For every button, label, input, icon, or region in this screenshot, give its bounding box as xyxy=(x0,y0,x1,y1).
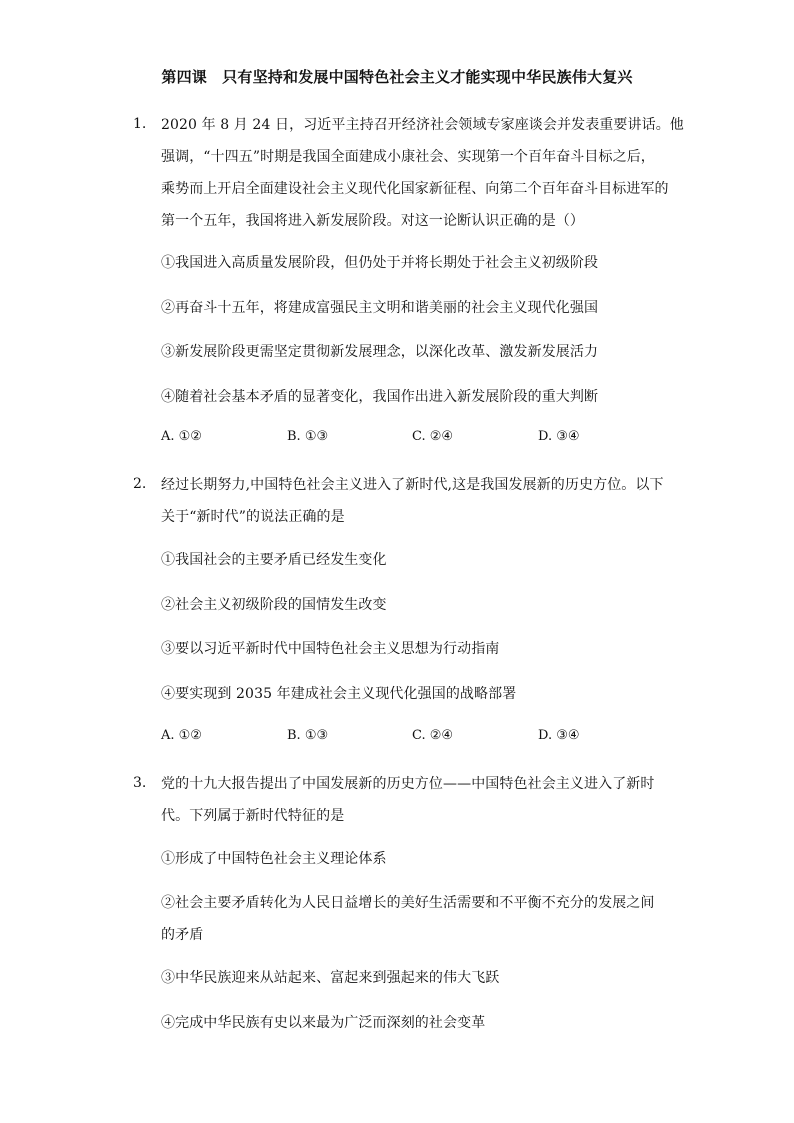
question-2-statement-2: ②社会主义初级阶段的国情发生改变 xyxy=(161,597,387,613)
question-2-stem-line-2: 关于“新时代”的说法正确的是 xyxy=(161,509,345,525)
question-2-statement-3: ③要以习近平新时代中国特色社会主义思想为行动指南 xyxy=(161,641,500,657)
question-2-choice-c[interactable]: C. ②④ xyxy=(412,728,454,743)
question-1-statement-2: ②再奋斗十五年，将建成富强民主文明和谐美丽的社会主义现代化强国 xyxy=(161,300,599,316)
question-2-number: 2. xyxy=(133,476,147,492)
question-2-statement-1: ①我国社会的主要矛盾已经发生变化 xyxy=(161,552,387,568)
question-3-statement-2: ②社会主要矛盾转化为人民日益增长的美好生活需要和不平衡不充分的发展之间 xyxy=(161,895,655,911)
question-3-number: 3. xyxy=(133,775,147,791)
question-2-choice-a[interactable]: A. ①② xyxy=(161,728,202,743)
question-3-statement-1: ①形成了中国特色社会主义理论体系 xyxy=(161,851,387,867)
question-2-statement-4: ④要实现到 2035 年建成社会主义现代化强国的战略部署 xyxy=(161,686,517,702)
question-1-stem-line-2: 强调，“十四五”时期是我国全面建成小康社会、实现第一个百年奋斗目标之后， xyxy=(161,149,655,165)
question-3-statement-3: ③中华民族迎来从站起来、富起来到强起来的伟大飞跃 xyxy=(161,970,500,986)
question-1-choice-c[interactable]: C. ②④ xyxy=(412,429,454,444)
question-2-choice-b[interactable]: B. ①③ xyxy=(287,728,329,743)
question-1-stem-line-4: 第一个五年，我国将进入新发展阶段。对这一论断认识正确的是（） xyxy=(161,213,584,229)
question-1-choice-d[interactable]: D. ③④ xyxy=(538,429,580,444)
question-1-statement-1: ①我国进入高质量发展阶段，但仍处于并将长期处于社会主义初级阶段 xyxy=(161,255,599,271)
question-3-statement-4: ④完成中华民族有史以来最为广泛而深刻的社会变革 xyxy=(161,1015,486,1031)
question-1-stem-line-3: 乘势而上开启全面建设社会主义现代化国家新征程、向第二个百年奋斗目标进军的 xyxy=(161,181,669,197)
question-1-statement-3: ③新发展阶段更需坚定贯彻新发展理念，以深化改革、激发新发展活力 xyxy=(161,344,599,360)
question-1-stem-line-1: 2020 年 8 月 24 日，习近平主持召开经济社会领域专家座谈会并发表重要讲话。他 xyxy=(161,117,684,133)
question-2-stem-line-1: 经过长期努力,中国特色社会主义进入了新时代,这是我国发展新的历史方位。以下 xyxy=(161,477,664,493)
question-2-choice-d[interactable]: D. ③④ xyxy=(538,728,580,743)
question-3-stem-line-2: 代。下列属于新时代特征的是 xyxy=(161,808,345,824)
question-3-stem-line-1: 党的十九大报告提出了中国发展新的历史方位——中国特色社会主义进入了新时 xyxy=(161,776,655,792)
question-1-number: 1. xyxy=(133,116,147,132)
question-1-statement-4: ④随着社会基本矛盾的显著变化，我国作出进入新发展阶段的重大判断 xyxy=(161,389,599,405)
question-3-statement-2-cont: 的矛盾 xyxy=(161,927,204,943)
question-1-choice-b[interactable]: B. ①③ xyxy=(287,429,329,444)
lesson-title: 第四课 只有坚持和发展中国特色社会主义才能实现中华民族伟大复兴 xyxy=(161,68,633,86)
question-1-choice-a[interactable]: A. ①② xyxy=(161,429,202,444)
